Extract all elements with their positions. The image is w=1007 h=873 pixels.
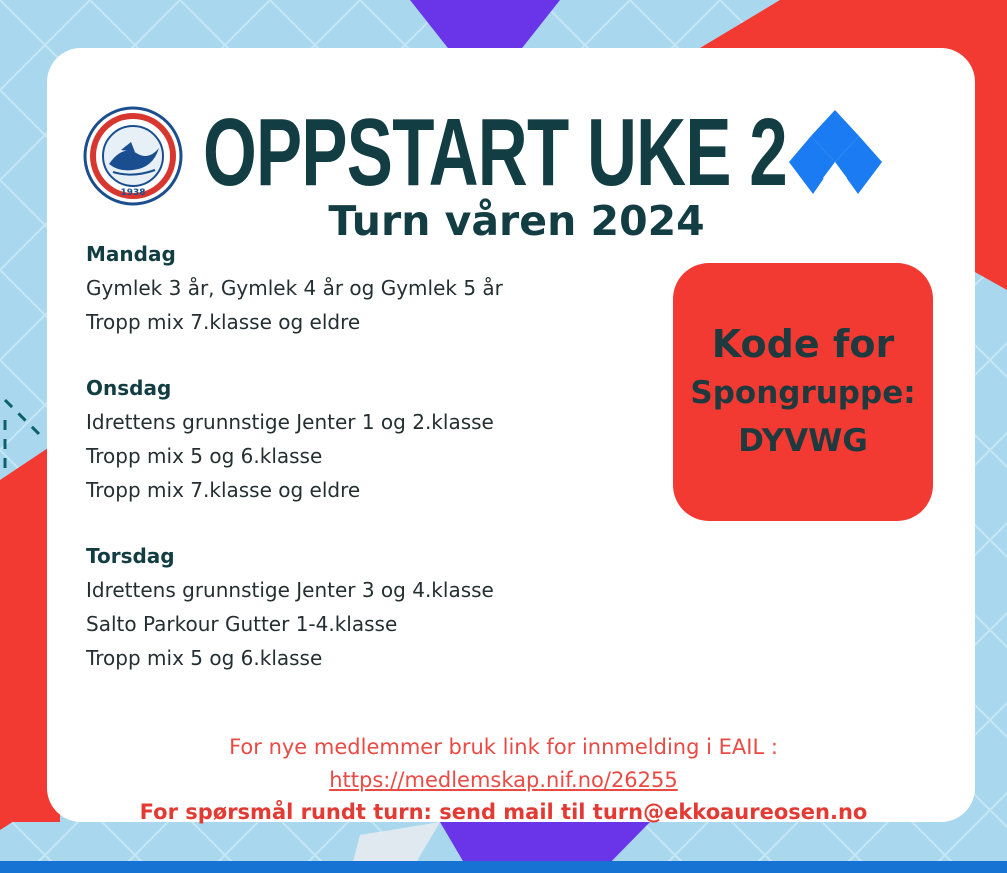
page-title: OPPSTART UKE 2 [203,99,787,206]
class-item: Tropp mix 7.klasse og eldre [86,478,361,502]
schedule-day [86,238,686,339]
day-name: Torsdag [86,544,175,568]
schedule-day [86,540,686,675]
day-name: Onsdag [86,376,172,400]
schedule-day [86,372,686,507]
day-name: Mandag [86,242,176,266]
contact-text: For spørsmål rundt turn: send mail til turn@ekkoaureosen.no [139,800,868,824]
club-logo-icon [83,106,183,206]
gymnastics-federation-diamond-icon [789,108,882,201]
membership-link[interactable]: https://medlemskap.nif.no/26255 [329,768,678,792]
new-members-text: For nye medlemmer bruk link for innmelding i EAIL : [229,735,778,759]
class-item: Gymlek 3 år, Gymlek 4 år og Gymlek 5 år [86,276,503,300]
code-box [673,263,933,521]
class-item: Idrettens grunnstige Jenter 1 og 2.klasse [86,410,494,434]
svg-text:1938: 1938 [120,188,146,198]
class-item: Tropp mix 7.klasse og eldre [86,310,361,334]
class-item: Idrettens grunnstige Jenter 3 og 4.klasse [86,578,494,602]
code-heading: Kode for [711,322,895,366]
schedule [86,238,686,708]
group-code: DYVWG [738,423,868,459]
class-item: Tropp mix 5 og 6.klasse [86,444,323,468]
class-item: Salto Parkour Gutter 1-4.klasse [86,612,398,636]
footer [0,730,1007,828]
class-item: Tropp mix 5 og 6.klasse [86,646,323,670]
code-group-label: Spongruppe: [690,375,916,411]
page-subtitle: Turn våren 2024 [328,197,705,245]
bottom-bar [0,861,1007,873]
